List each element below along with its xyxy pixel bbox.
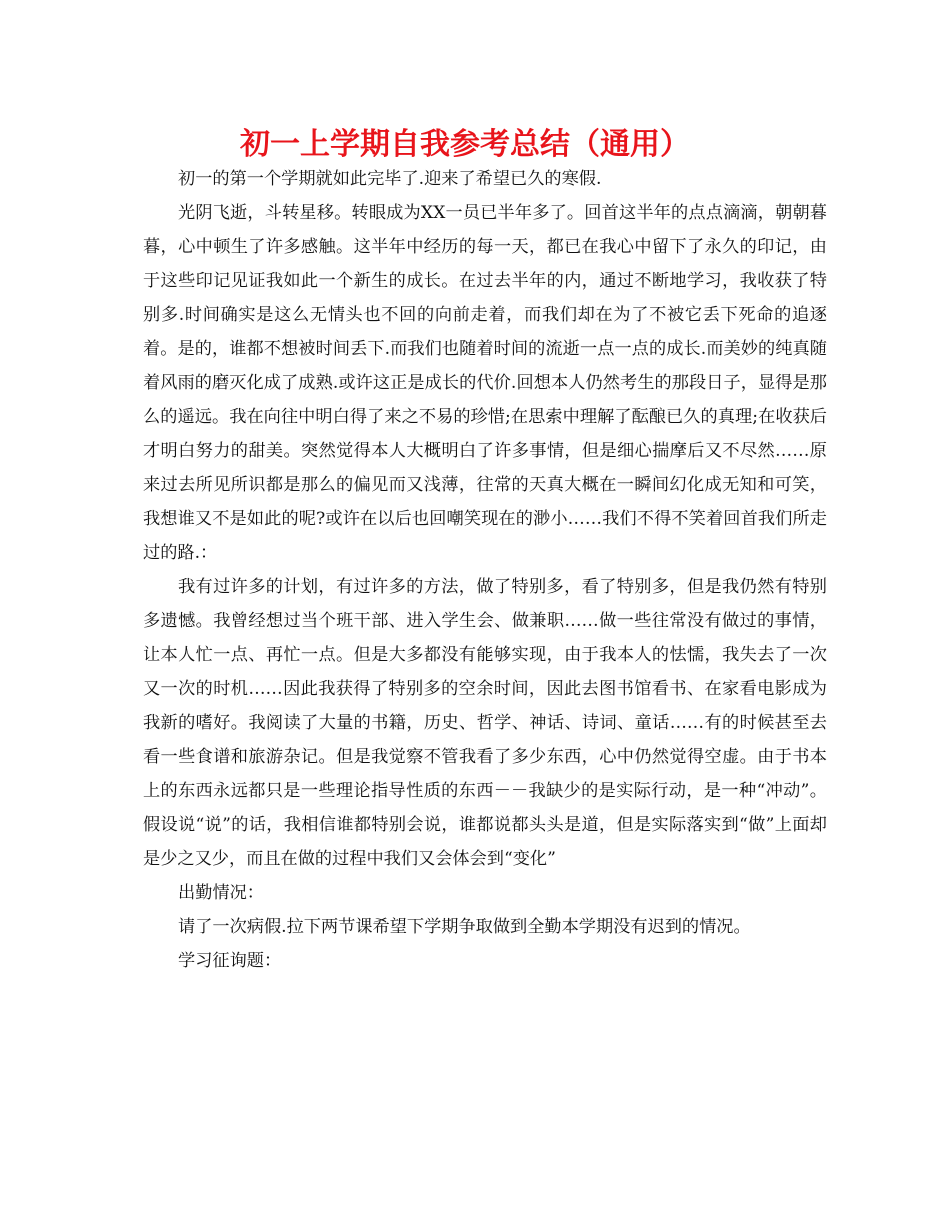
paragraph-intro: 初一的第一个学期就如此完毕了.迎来了希望已久的寒假. [178,169,602,189]
paragraph-plans: 我有过许多的计划，有过许多的方法，做了特别多，看了特别多，但是我仍然有特别多遗憾。我曾经想过当个班干部、进入学生会、做兼职……做一些往常没有做过的事情，让本人忙一点、再忙一点。但是大多都没有能够实现，由于我本人的怯懦，我失去了一次又一次的时机……因此我获得了特别多的空余时间，因此去图书馆看书、在家看电影成为我新的嗜好。我阅读了大量的书籍，历史、哲学、神话、诗词、童话……有的时候甚至去看一些食谱和旅游杂记。但是我觉察不管我看了多少东西，心中仍然觉得空虚。由于书本上的东西永远都只是一些理论指导性质的东西－－我缺少的是实际行动，是一种“冲动”。假设说“说”的话，我相信谁都特别会说，谁都说都头头是道，但是实际落实到“做”上面却是少之又少，而且在做的过程中我们又会体会到“变化” [143,577,827,869]
paragraph-reflection: 光阴飞逝，斗转星移。转眼成为XX一员已半年多了。回首这半年的点点滴滴，朝朝暮暮，心中顿生了许多感触。这半年中经历的每一天，都已在我心中留下了永久的印记，由于这些印记见证我如此一个新生的成长。在过去半年的内，通过不断地学习，我收获了特别多.时间确实是这么无情头也不回的向前走着，而我们却在为了不被它丢下死命的追逐着。是的，谁都不想被时间丢下.而我们也随着时间的流逝一点一点的成长.而美妙的纯真随着风雨的磨灭化成了成熟.或许这正是成长的代价.回想本人仍然考生的那段日子，显得是那么的遥远。我在向往中明白得了来之不易的珍惜;在思索中理解了酝酿已久的真理;在收获后才明白努力的甜美。突然觉得本人大概明白了许多事情，但是细心揣摩后又不尽然……原来过去所见所识都是那么的偏见而又浅薄，往常的天真大概在一瞬间幻化成无知和可笑，我想谁又不是如此的呢?或许在以后也回嘲笑现在的渺小……我们不得不笑着回首我们所走过的路.： [143,203,827,563]
document-title: 初一上学期自我参考总结（通用） [240,127,690,162]
document-body [143,162,827,978]
paragraph-attendance-detail: 请了一次病假.拉下两节课希望下学期争取做到全勤本学期没有迟到的情况。 [178,917,751,937]
paragraph-attendance-heading: 出勤情况： [178,883,264,903]
paragraph-study-questions-heading: 学习征询题： [178,951,282,971]
